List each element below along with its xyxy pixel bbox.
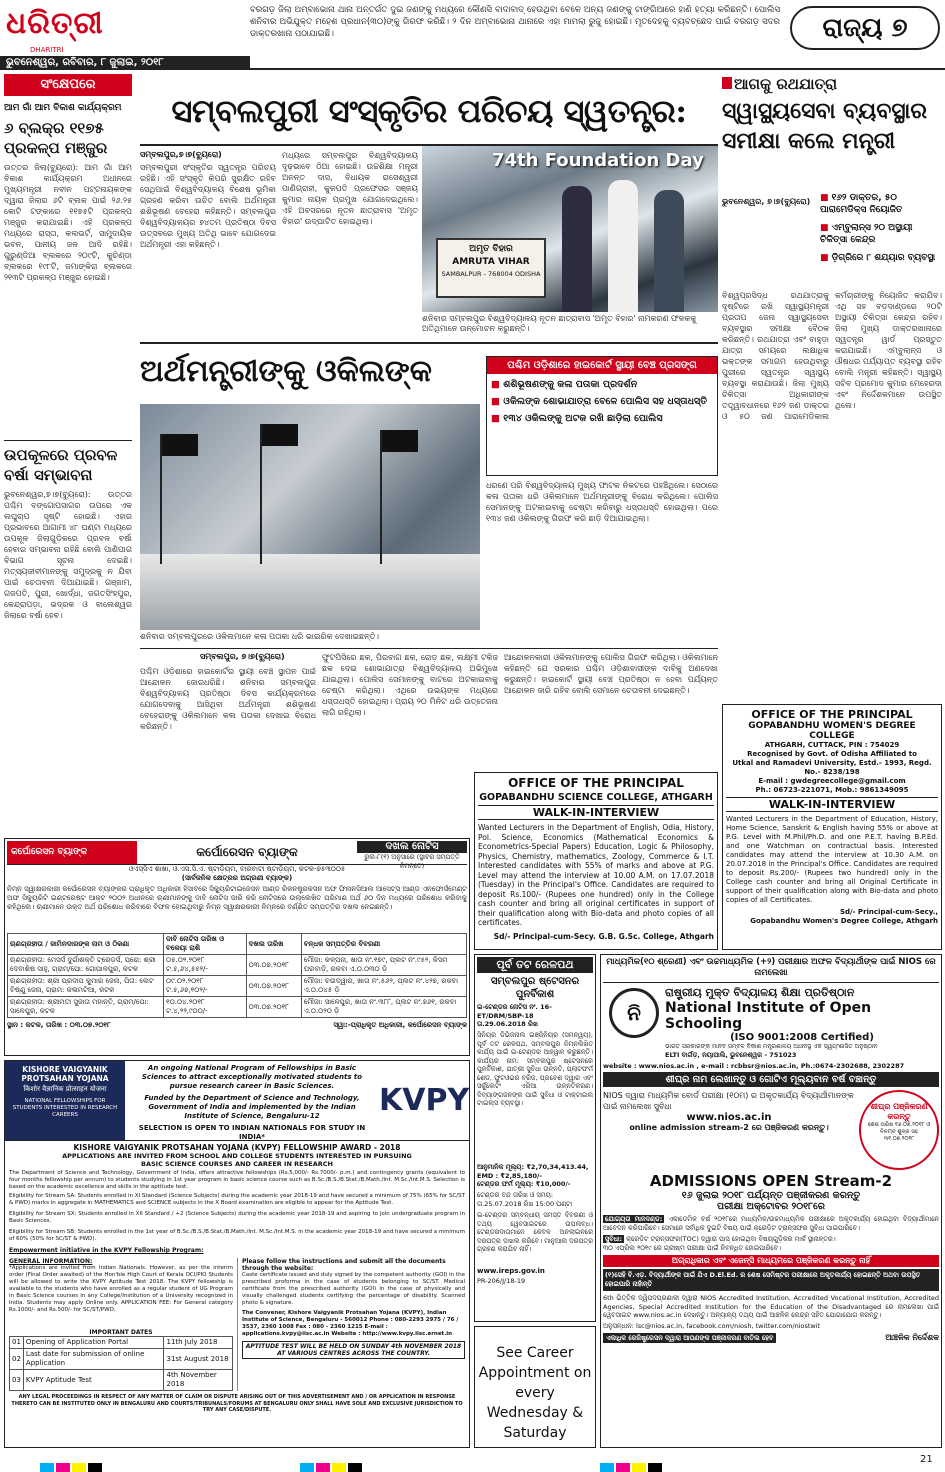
photo-banner-text: 74th Foundation Day bbox=[492, 150, 704, 171]
ad-women-sign: Sd/- Principal-cum-Secy., bbox=[839, 908, 938, 916]
brief2-body: ଭୁବନେଶ୍ୱର,୭।୭(ବ୍ୟୁରୋ): ଉତ୍ତର ପଶ୍ଚିମ ବଙ୍ଗୋପସାଗର ଉପରେ ଏକ ଲଘୁଚାପ ସୃଷ୍ଟି ହୋଇଛି। ଏହାର ପ୍ରଭାବରେ ଆଗାମୀ ୪୮ ଘଣ୍ଟା ମଧ୍ୟରେ ଉପକୂଳ ଜିଲାଗୁଡ଼ିକରେ ପ୍ରବଳ ବର୍ଷା ହେବାର ସମ୍ଭାବନା ରହିଛି ବୋଲି ପାଣିପାଗ ବିଭାଗ ସୂଚନା ଦେଇଛି। ମତ୍ସ୍ୟଜୀବୀମାନଙ୍କୁ ସମୁଦ୍ରକୁ ନ ଯିବା ପାଇଁ ଚେତାବନୀ ଦିଆଯାଇଛି। ଗଞ୍ଜାମ, ଗଜପତି, ପୁରୀ, ଖୋର୍ଦ୍ଧା, ଜଗତସିଂହପୁର, କେନ୍ଦ୍ରାପଡ଼ା, ଭଦ୍ରକ ଓ ବାଲେଶ୍ୱର ଜିଲାରେ ବର୍ଷା ହେବ। bbox=[4, 490, 132, 620]
kvpy-headline-3: BASIC SCIENCE COURSES AND CAREER IN RESEARCH bbox=[140, 1160, 333, 1168]
table-cell: 01 bbox=[10, 1337, 24, 1349]
story2-bullet: ■ ୧୩୪ ଓକିଲଙ୍କୁ ଅଟକ ରଖି ଛାଡ଼ିଲା ପୋଲିସ bbox=[491, 412, 713, 425]
right-bullet: ■ ଡ଼ିଗ୍ରିରେ ୮ ଶଯ୍ୟାର ବ୍ୟବସ୍ଥା bbox=[820, 252, 942, 264]
table-cell: ୦୯.୦୨.୨୦୧୮ ଟ.୫,୬୭,୧୦୨/- bbox=[164, 976, 247, 997]
bank-notice-sub: ରୁଲ-୮(୧) ଅନୁସାରେ (ସ୍ଥାବର ସମ୍ପତ୍ତି ନିମନ୍ତେ) bbox=[364, 853, 460, 870]
plaque-place: SAMBALPUR - 768004 ODISHA bbox=[441, 270, 541, 278]
story2-caption: ଶନିବାର ସମ୍ବଲପୁରରେ ଓକିଲମାନେ କଳା ପତାକା ଧରି ଭାଇରିକ ଦେଖାଇଛନ୍ତି। bbox=[140, 632, 379, 641]
rail-head-2: ସମ୍ବଲପୁର ଷ୍ଟେସନର ପୁନର୍ବିକାଶ bbox=[490, 976, 580, 1000]
nios-benefit-text: କ୍ରେଡ଼ିଟ ଟ୍ରାନ୍ସଫର(TOC) ଦ୍ୱାରା ପାସ୍ ହୋଇଥିବା ବିଷୟଗୁଡ଼ିକର ମାର୍କ ସ୍ଥାନାନ୍ତର। bbox=[626, 1235, 836, 1243]
kvpy-right-info bbox=[237, 1258, 465, 1391]
table-cell: ଋଣଗ୍ରହୀତା: ଶ୍ରୀ ପ୍ରଦୀପ କୁମାର ଜେନା, ପିତା: ଲେଟ ବିଷ୍ଣୁ ଜେନା, ଗ୍ରାମ: କଳାମଟିଆ, କଟକ bbox=[8, 976, 164, 997]
color-swatches-right bbox=[600, 1458, 664, 1472]
table-cell: ୦୩.୦୭.୨୦୧୮ bbox=[246, 955, 301, 976]
kvpy-dates-table bbox=[9, 1336, 233, 1391]
story1-col1: ସମ୍ବଲପୁରୀ ସଂସ୍କୃତିର ସ୍ୱତନ୍ତ୍ର ପରିଚୟ ରହିଛି। ଏହି ସଂସ୍କୃତି କିପରି ସୁରକ୍ଷିତ ରହିବ ସେଥିପାଇଁ ବିଶ୍ୱବିଦ୍ୟାଳୟ ବିଶେଷ ଭୂମିକା ଗ୍ରହଣ କରିବା ଉଚିତ ବୋଲି ଅର୍ଥମନ୍ତ୍ରୀ ଶଶିଭୂଷଣ ବେହେରା କହିଛନ୍ତି। ସମ୍ବଲପୁର ବିଶ୍ୱବିଦ୍ୟାଳୟର ୭୪ତମ ପ୍ରତିଷ୍ଠା ଦିବସ ଉତ୍ସବରେ ମୁଖ୍ୟ ଅତିଥି ଭାବେ ଯୋଗଦେଇ ଅର୍ଥମନ୍ତ୍ରୀ ଏହା କହିଛନ୍ତି। bbox=[140, 163, 276, 249]
right-bullet: ■ ଏମ୍ବୁଲାନ୍ସ ୨୦ ଅସ୍ଥାୟୀ ଚିକିତ୍ସା କେନ୍ଦ୍ର bbox=[820, 222, 942, 246]
nios-org-odia: ରାଷ୍ଟ୍ରୀୟ ମୁକ୍ତ ବିଦ୍ୟାଳୟ ଶିକ୍ଷା ପ୍ରତିଷ୍ଠାନ bbox=[665, 986, 855, 999]
nios-agency-warning: ଅଗ୍ରାଧିକାର ଏବଂ ଏଜେନ୍ସି ମାଧ୍ୟମରେ ପଞ୍ଜିକରଣ କରନ୍ତୁ ନାହିଁ bbox=[603, 1255, 939, 1267]
nios-director: ଆଞ୍ଚଳିକ ନିର୍ଦ୍ଦେଶକ bbox=[885, 1332, 939, 1342]
story2-bullet: ■ ଶଶିଭୂଷଣଙ୍କୁ କଳା ପତାକା ପ୍ରଦର୍ଶନ bbox=[491, 378, 713, 391]
nios-stamp-title: ଶୀଘ୍ର ପଞ୍ଜିକରଣ କରନ୍ତୁ bbox=[870, 1102, 928, 1121]
rail-emd: EMD : ₹2,85,180/- bbox=[477, 1172, 543, 1180]
story1-headline: ସମ୍ବଲପୁରୀ ସଂସ୍କୃତିର ପରିଚୟ ସ୍ୱତନ୍ତ୍ର: bbox=[171, 92, 687, 130]
nios-top: ମାଧ୍ୟମିକ(୧୦ ଶ୍ରେଣୀ) ଏବଂ ଉଚ୍ଚମାଧ୍ୟମିକ (+୨) ପରୀକ୍ଷାର ଅଫଳ ବିଦ୍ୟାର୍ଥୀଙ୍କ ପାଇଁ NIOS ରେ ନାମଲେଖା bbox=[606, 957, 936, 978]
black-flag bbox=[262, 424, 298, 446]
nios-benefit bbox=[603, 1235, 939, 1244]
ad-science-subtitle: GOPABANDHU SCIENCE COLLEGE, ATHGARH bbox=[479, 792, 713, 803]
nios-eligibility-text: ଏକାଡେମିକ ବର୍ଷ ୨୦୧୮ରେ ମାଧ୍ୟମିକ/ଉଚ୍ଚମାଧ୍ୟମିକ ପରୀକ୍ଷାରେ ଅକୃତକାର୍ଯ୍ୟ ହୋଇଥିବା ବିଦ୍ୟାର୍ଥୀମାନେ ଆବେଦନ କରିପାରିବେ। ସେମାନେ ସର୍ବାଧିକ ଦୁଇଟି ବିଷୟ ପାଇଁ କ୍ରେଡ଼ିଟ ଟ୍ରାନ୍ସଫର ସୁବିଧା ପାଇପାରିବେ। bbox=[603, 1215, 939, 1232]
story2-sidebox bbox=[486, 356, 718, 476]
brief1-headline: ୬ ବ୍ଲକ୍‌ର ୧୧୭୫ ପ୍ରକଳ୍ପ ମଞ୍ଜୁର bbox=[4, 119, 108, 157]
story2-dateline: ସମ୍ବଲପୁର, ୭।୭(ବ୍ୟୁରୋ) bbox=[200, 652, 285, 661]
top-news-brief: ବରଗଡ଼ ଜିଲା ଅମ୍ବାଭୋନା ଥାନା ଅନ୍ତର୍ଗତ ଦୁଇ ଜଣଙ୍କୁ ମଧ୍ୟରେ କୌଣସି ବାଦାବାଦ୍ ହେଉଥିବା ବେଳେ ଅନ୍ୟ ଜଣଙ୍କୁ ଟାଙ୍ଗିଆରେ ହାଣି ହତ୍ୟା କରିଛନ୍ତି। ପୋଲିସ ଶନିବାର ଅଭିଯୁକ୍ତ ମହେଶ ପ୍ରଧାନ(୩୦)ଙ୍କୁ ଗିରଫ କରିଛି। ୨ ଦିନ ଅମ୍ବାଭୋନା ଥାନାରେ ଏହା ମାମଲା ରୁଜୁ ହୋଇଛି। ମୃତଦେହକୁ ବ୍ୟବଚ୍ଛେଦ ପାଇଁ ବରଗଡ଼ ସଦର ଡାକ୍ତରଖାନା ପଠାଯାଇଛି। bbox=[250, 5, 780, 39]
plaque bbox=[436, 238, 546, 298]
kvpy-tagline bbox=[125, 1061, 379, 1140]
bank-branch: ଓଏସ୍‌ସିଏ ଶାଖା, ଓ.ଏସ.ସି.ଏ. ଷ୍ଟାଡ଼ିୟମ, ବାରବାଟୀ ଷ୍ଟାଡ଼ିୟମ, କଟକ-୭୫୩୦୦୫ bbox=[128, 865, 346, 873]
section-label: ରାଜ୍ୟ ୭ bbox=[790, 6, 940, 50]
story2-side-body: ଧରଣେ ପରି ବିଶ୍ୱବିଦ୍ୟାଳୟ ମୁଖ୍ୟ ଫାଟକ ନିକଟରେ ପହଞ୍ଚିଥିଲେ। ସେଠାରେ କଳା ପତାକା ଧରି ଓକିଲମାନେ ଅର୍ଥମନ୍ତ୍ରୀଙ୍କୁ ବିରୋଧ କରିଥିଲେ। ପୋଲିସ ସେମାନଙ୍କୁ ଅଟକାଇବାକୁ ଚେଷ୍ଟା କରିବାରୁ ଧସ୍ତାଧସ୍ତି ହୋଇଥିଲା। ପରେ ୧୩୪ ଜଣ ଓକିଲଙ୍କୁ ଗିରଫ କରି ଛାଡ଼ି ଦିଆଯାଇଥିଲା। bbox=[486, 481, 718, 523]
dateline: ଭୁବନେଶ୍ୱର, ରବିବାର, ୮ ଜୁଲାଇ, ୨୦୧୮ bbox=[0, 56, 250, 70]
table-cell: ମୌଜା: ସାଳେପୁର, ଖାତା ନଂ.୩୮୮, ପ୍ଲଟ ନଂ.୭୬୧, ରକବା ଏ.୦.୦୨୦ ଡ଼ି bbox=[301, 997, 466, 1018]
ad-science-sign: Sd/- Principal-cum-Secy. G.B. G.Sc. College, Athgarh bbox=[493, 931, 714, 941]
right-headline: ସ୍ୱାସ୍ଥ୍ୟସେବା ବ୍ୟବସ୍ଥାର ସମୀକ୍ଷା କଲେ ମନ୍ତ୍ରୀ bbox=[722, 98, 928, 154]
bank-sub: (ସାର୍ବଜନିକ କ୍ଷେତ୍ରର ଅଗ୍ରଣୀ ବ୍ୟାଙ୍କ) bbox=[181, 874, 293, 882]
table-header: ଦଖଲ ତାରିଖ bbox=[246, 934, 301, 955]
ad-women-sign: Gopabandhu Women's Degree College, Athgarh bbox=[750, 917, 938, 925]
story2-col1: ପଶ୍ଚିମ ଓଡ଼ିଶାରେ ହାଇକୋର୍ଟର ସ୍ଥାୟୀ ବେଞ୍ଚ ସ୍ଥାପନ ପାଇଁ ଆନ୍ଦୋଳନ ଜୋରଧରିଛି। ଶନିବାର ସମ୍ବଲପୁର ବିଶ୍ୱବିଦ୍ୟାଳୟ ପ୍ରତିଷ୍ଠା ଦିବସ କାର୍ଯ୍ୟକ୍ରମରେ ଯୋଗଦେବାକୁ ଆସିଥିବା ଅର୍ଥମନ୍ତ୍ରୀ ଶଶିଭୂଷଣ ବେହେରାଙ୍କୁ ଓକିଲମାନେ କଳା ପତାକା ଦେଖାଇ ବିରୋଧ କରିଛନ୍ତି। bbox=[140, 667, 316, 731]
kvpy-address: The Convener, Kishore Vaigyanik Protsahan Yojana (KVPY), Indian Institute of Science, Bengaluru - 560012 Phone : 080-2293 2975 / 76 / 3537, 2360 1008 Fax : 080 - 2360 1215 E-mail : applications.kvpy@iisc.ac.in Website : http://www.kvpy.iisc.ernet.in bbox=[242, 1310, 459, 1337]
kvpy-general-info bbox=[9, 1258, 237, 1391]
story1-dateline: ସମ୍ବଲପୁର,୭।୭(ବ୍ୟୁରୋ) bbox=[140, 150, 222, 159]
kvpy-tagline-2: Funded by the Department of Science and Technology, Government of India and implemented by the Indian Institute of Science, Bengaluru-12 bbox=[144, 1094, 360, 1120]
nios-deadline: ୧୬ ଜୁଲାଇ ୨୦୧୮ ପର୍ଯ୍ୟନ୍ତ ପଞ୍ଜୀକରଣ କରନ୍ତୁ bbox=[681, 1190, 861, 1201]
table-cell: ମୌଜା: ଚଉଦ୍ୱାର, ଖାତା ନଂ.୫୬୨, ପ୍ଲଟ ନଂ.୪୨୭, ରକବା ଏ.୦.୦୪୫ ଡ଼ି bbox=[301, 976, 466, 997]
bank-body: ନିମ୍ନ ସ୍ୱାକ୍ଷରକାରୀ କର୍ପୋରେସନ ବ୍ୟାଙ୍କର ପ୍ରାଧିକୃତ ଅଧିକାରୀ ହିସାବରେ ସିକ୍ୟୁରିଟାଇଜେସନ ଆଣ୍ଡ ରିକନଷ୍ଟ୍ରକସନ ଅଫ ଫିନାନସିଆଲ ଆସେଟ୍‌ସ ଆଣ୍ଡ ଏନଫୋର୍ସମେଣ୍ଟ ଅଫ ସିକ୍ୟୁରିଟି ଇଣ୍ଟରେଷ୍ଟ ଆକ୍ଟ ୨୦୦୨ ଅଧୀନରେ ଋଣୀମାନଙ୍କୁ ଦାବି ନୋଟିସ ଜାରି କରି ନୋଟିସରେ ଉଲ୍ଲେଖିତ ପରିମାଣ ଅର୍ଥ ୬୦ ଦିନ ମଧ୍ୟରେ ପରିଶୋଧ କରିବାକୁ କହିଥିଲେ। ଋଣୀମାନେ ଉକ୍ତ ଅର୍ଥ ପରିଶୋଧ କରିବାରେ ବିଫଳ ହୋଇଥିବାରୁ ନିମ୍ନ ସ୍ୱାକ୍ଷରକାରୀ ନିମ୍ନରେ ବର୍ଣ୍ଣିତ ସମ୍ପତ୍ତିର ଦଖଲ ନେଇଛନ୍ତି। bbox=[7, 885, 467, 911]
rail-date: ତା.29.06.2018 ରିଖ bbox=[477, 1020, 538, 1028]
ad-women-subtitle: GOPABANDHU WOMEN'S DEGREE COLLEGE bbox=[748, 721, 916, 741]
kvpy-logo-line: PROTSAHAN YOJANA bbox=[21, 1074, 109, 1083]
rail-pr: PR-206/J/18-19 bbox=[477, 1277, 526, 1285]
rail-cost: ଆନୁମାନିକ ମୂଲ୍ୟ: ₹2,70,34,413.44, bbox=[477, 1163, 589, 1171]
kvpy-gi-body: *Applications are invited from Indian Nationals. However, as per the interim order (Final Order awaited) of the Hon'ble High Court of Kerala OCI/PIO Students will be allowed to write the KVPY Aptitude Test 2018. The KVPY fellowship is available to the students who have enrolled as a regular student of UG Program in Basic Science courses in any College/Institution of a University recognized in India. Students may apply Online only. APPLICATION FEE: For General category Rs.1000/- and Rs.500/- for SC/ST/PWD. bbox=[9, 1265, 233, 1313]
kvpy-headline: KISHORE VAIGYANIK PROTSAHAN YOJANA (KVPY) FELLOWSHIP AWARD - 2018 bbox=[73, 1143, 401, 1152]
nios-mid: NIOS ଦ୍ୱାରା ମାଧ୍ୟମିକ ବୋର୍ଡ ପରୀକ୍ଷା (୧୦ମ) ର ଅକୃତକାର୍ଯ୍ୟ ବିଦ୍ୟାର୍ଥୀମାନଙ୍କ ପାଇଁ ନାମଲେଖା ସୁବିଧା bbox=[603, 1091, 854, 1111]
dharitri-logo: ଧରିତ୍ରୀ bbox=[6, 6, 104, 41]
nios-banner: ଶୀଘ୍ର ନାମ ଲେଖାନ୍ତୁ ଓ ଗୋଟିଏ ମୂଲ୍ୟବାନ ବର୍ଷ ବଞ୍ଚାନ୍ତୁ bbox=[603, 1072, 939, 1087]
story2-col2: ଫୁଟପିସିରେ ଛକ, ପିରବାଗ ଛକ, ରୋଡ଼ ଛକ, ଲକ୍ଷ୍ମୀ ଟକିଜ ଛକ ଦେଇ ଶୋଭାଯାତ୍ରା ବିଶ୍ୱବିଦ୍ୟାଳୟ ଅଭିମୁଖେ ଯାଇଥିଲା। ପୋଲିସ ସେମାନଙ୍କୁ ବାଟରେ ଅଟକାଇବାକୁ ଚେଷ୍ଟା କରିଥିଲା। ଏଥିରେ ଉଭୟଙ୍କ ମଧ୍ୟରେ ଧସ୍ତାଧସ୍ତି ହୋଇଥିଲା। ପ୍ରାୟ ୨୦ ମିନିଟ ଧରି ଉତ୍ତେଜନା ଲାଗି ରହିଥିଲା। bbox=[322, 653, 498, 717]
sidebar-briefs bbox=[4, 74, 132, 836]
page-number: 21 bbox=[920, 1454, 933, 1465]
rail-website: www.ireps.gov.in bbox=[477, 1267, 545, 1275]
nios-bottom: ଏକାଧିକ ରେଜିଷ୍ଟ୍ରେସନ ଦ୍ୱାରା ଆପଣଙ୍କ ପଞ୍ଜୀକରଣ ବାତିଲ ହେବ bbox=[603, 1333, 776, 1343]
nios-eligibility bbox=[603, 1215, 939, 1232]
table-cell: ମୌଜା: କଳ୍ପନା, ଖାତା ନଂ.୧୭୯, ପ୍ଲଟ ନଂ.୯୫୨, କିସମ ଘରବାଡ଼ି, ରକବା ଏ.୦.୦୩୦ ଡ଼ି bbox=[301, 955, 466, 976]
nios-stamp-body: ଶେଷ ତାରିଖ ୧୬.୦୭.୨୦୧୮ ଓ ବିଳମ୍ବ ଶୁଳ୍କ ସହ ୩୧.୦୭.୨୦୧୮ bbox=[867, 1122, 931, 1142]
brief1-kicker: ଆମ ଗାଁ ଆମ ବିକାଶ କାର୍ଯ୍ୟକ୍ରମ bbox=[4, 103, 122, 113]
table-cell: ୧୦.୦୪.୨୦୧୮ ଟ.୪,୨୨,୯୦୦/- bbox=[164, 997, 247, 1018]
story1-photo bbox=[422, 146, 718, 312]
ad-women-place: ATHGARH, CUTTACK, PIN : 754029 bbox=[764, 741, 900, 749]
ad-women-banner: WALK-IN-INTERVIEW bbox=[726, 797, 938, 812]
ad-women-phone: Ph.: 06723-221071, Mob.: 9861349095 bbox=[755, 786, 909, 794]
bank-logo-en: Corporation Bank bbox=[11, 869, 100, 879]
ad-science-body: Wanted Lecturers in the Department of English, Odia, History, Pol. Science, Economics (Mathematical Economics & Econometrics-Special Papers) Education, Logic & Philosophy, Physics, Chemistry, mathematics, Zoology, Commerce & I.T. Interested candidates with 55% of marks and above at P.G. Level may attend the interview at 10.00 A.M. on 17.07.2018 (Tuesday) in the Principal's Office. Candidates are required to deposit Rs.100/- (Rupees one hundred) only in the College cash counter and bring all original certificates in support of their qualification along with Bio-data and photo copies of all certificates. bbox=[478, 823, 714, 927]
kvpy-right-title: Please follow the instructions and submit all the documents through the website: bbox=[242, 1258, 446, 1272]
story2-side-head: ପଶ୍ଚିମ ଓଡ଼ିଶାରେ ହାଇକୋର୍ଟ ସ୍ଥାୟୀ ବେଞ୍ଚ ପ୍ରସଙ୍ଗ bbox=[487, 357, 717, 374]
masthead bbox=[0, 0, 945, 70]
kvpy-empower: Empowerment initiative in the KVPY Fellowship Program: bbox=[9, 1247, 204, 1254]
table-cell: Opening of Application Portal bbox=[23, 1337, 164, 1349]
nios-contact: ଅନୁସନ୍ଧାନ: lsc@nios.ac.in, facebook.com/niosh, twitter.com/niostwit bbox=[603, 1321, 821, 1330]
nios-stamp bbox=[859, 1090, 939, 1170]
nios-eligibility-label: ଯୋଗ୍ୟତା ମାନଦଣ୍ଡ: bbox=[605, 1215, 663, 1223]
ad-women-email: E-mail : gwdegreecollege@gmail.com bbox=[758, 777, 906, 785]
black-flag bbox=[382, 430, 418, 452]
table-cell: 4th November 2018 bbox=[164, 1370, 233, 1391]
right-kicker-text: ଆଗକୁ ରଥଯାତ୍ରା bbox=[734, 75, 838, 93]
brief2-headline: ଉପକୂଳରେ ପ୍ରବଳ ବର୍ଷା ସମ୍ଭାବନା bbox=[4, 440, 132, 485]
nios-org-en: National Institute of Open Schooling bbox=[665, 1000, 872, 1032]
nios-footer-body: 6th ଭିତ୍ତିକ ଦ୍ୱିପଦପ୍ରଣାଳୀ ଦ୍ୱାରା NIOS Accredited Institution, Accredited Vocational Institution, Accredited Agencies, Special Accredited Institution for the Education of the Disadvantaged ରେ ନାମଲେଖା ପାଇଁ ୱେବସାଇଟ www.nios.ac.in ଦେଖନ୍ତୁ। ଅନ୍ୟାନ୍ୟ ତଥ୍ୟ ପାଇଁ ଆଞ୍ଚଳିକ କେନ୍ଦ୍ର ସହିତ ଯୋଗାଯୋଗ କରନ୍ତୁ। bbox=[603, 1294, 939, 1319]
table-cell: 02 bbox=[10, 1349, 24, 1370]
ad-womens-college bbox=[722, 704, 942, 950]
plaque-odia: ଅମୃତ ବିହାର bbox=[469, 244, 513, 254]
logo-subtitle: DHARITRI bbox=[30, 46, 64, 54]
brief1-body: ଉତ୍ତର ଜିଲା(ବ୍ୟୁରୋ): ଆମ ଗାଁ ଆମ ବିକାଶ କାର୍ଯ୍ୟକ୍ରମ ଅଧୀନରେ ମୁଖ୍ୟମନ୍ତ୍ରୀ ନବୀନ ପଟ୍ଟନାୟକଙ୍କ ଦ୍ୱାରା ଜିଲାର ୬ଟି ବ୍ଲକ ପାଇଁ ୨୬.୨୫ କୋଟି ଟଙ୍କାରେ ୧୧୭୫ଟି ପ୍ରକଳ୍ପ ମଞ୍ଜୁର କରାଯାଇଛି। ଏହି ପ୍ରକଳ୍ପ ମଧ୍ୟରେ ରାସ୍ତା, କଲଭର୍ଟ, ସାମୁଦାୟିକ ଭବନ, ପାନୀୟ ଜଳ ଆଦି ରହିଛି। ଗୁରୁଣ୍ଡିଆ ବ୍ଲକରେ ୨୦୯ଟି, କୁଚିଣ୍ଡା ବ୍ଲକରେ ୧୯୮ଟି, ଜମାଙ୍କିରା ବ୍ଲକରେ ୨୧୩ଟି ପ୍ରକଳ୍ପ ମଞ୍ଜୁର ହୋଇଛି। bbox=[4, 163, 132, 282]
kvpy-right-body: Caste certificate issued and duly signed by the competent authority (GOI) in the prescribed proforma in the case of students belonging to SC/ST. Medical certificate from the prescribed authority (GOI) in the case of physically and visually challenged students certifying the percentage of disability. Scanned photo & signature. bbox=[242, 1272, 465, 1306]
kvpy-tagline-1: An ongoing National Program of Fellowships in Basic Sciences to attract exceptionally motivated students to pursue research career in Basic Sciences. bbox=[141, 1064, 363, 1090]
kvpy-logo-line: KISHORE VAIGYANIK bbox=[22, 1065, 108, 1074]
kvpy-intro: The Department of Science and Technology, Government of India, offers attractive fellowships (Rs.5,000/- Rs.7000/- p.m.) and contingency grants (equivalent to four months fellowship per annum) to students studying in 1st year program in basic science course such as B.Sc./B.S./B.Stat./B.Math./Int. M.Sc./Int.M.S. Selection is based on the academic excellence and skills in the aptitude test. bbox=[9, 1170, 465, 1190]
kvpy-stream-sa: Eligibility for Stream SA: Students enrolled in XI Standard (Science Subjects) during the academic year 2018-19 and have secured a minimum of 75% (65% for SC/ST & PWD) marks in aggregate in MATHEMATICS and SCIENCE subjects in the X Board examination are eligible to appear for the Aptitude Test. bbox=[9, 1193, 465, 1206]
nios-logo-icon: ନି bbox=[609, 988, 659, 1038]
ad-women-body: Wanted Lecturers in the Department of Education, History, Home Science, Sanskrit & English having 55% or above at P.G. Level with M.Phil/Ph.D. and one P.E.T. having B.P.Ed. and one Watchman on contractual basis. Interested candidates may attend the interview at 10.30 A.M. on 20.07.2018 in the Principal's Office. Candidates are required to deposit Rs.200/- (Rupees two hundred) only in the College cash counter and bring all Original Certificate in support of their qualification along with Bio-data and photo copies of all Certificates. bbox=[726, 815, 938, 904]
table-row bbox=[10, 1370, 233, 1391]
kvpy-logo-hindi: किशोर वैज्ञानिक प्रोत्साहन योजना bbox=[23, 1085, 107, 1093]
table-row bbox=[10, 1349, 233, 1370]
bank-logo bbox=[7, 841, 137, 879]
ad-science-title: OFFICE OF THE PRINCIPAL bbox=[508, 776, 684, 790]
nios-reg: ୩୦ ଏପ୍ରିଲ ୨୦୧୯ ରେ ଗ୍ରୀଷ୍ମ ପରୀକ୍ଷା ପାଇଁ ନିବନ୍ଧିତ ହୋଇପାରିବେ। bbox=[603, 1243, 782, 1252]
rail-body: ସିନିୟର ଡିଭିଜନାଲ ଇଞ୍ଜିନିୟର (ସମନ୍ୱୟ), ପୂର୍ବ ତଟ ରେଳପଥ, ସମ୍ବଲପୁର ନିମ୍ନଲିଖିତ କାର୍ଯ୍ୟ ପାଇଁ ଇ-ଟେଣ୍ଡର ଆହ୍ୱାନ କରୁଛନ୍ତି। କାର୍ଯ୍ୟର ନାମ: ସମ୍ବଲପୁର ଷ୍ଟେସନରେ ପୁନର୍ବିକାଶ, ଯାତ୍ରୀ ସୁବିଧା ଉନ୍ନତି, ପ୍ଲାଟଫର୍ମ ଶେଡ, ଫୁଟଓଭର ବ୍ରିଜ, ପ୍ରବେଶ ଦ୍ୱାର ଏବଂ ସର୍କୁଲେଟିଂ ଏରିଆ ଉନ୍ନତିକରଣ। ଦିବ୍ୟାଙ୍ଗଜନଙ୍କ ପାଇଁ ସୁବିଧା ଓ ଟାକ୍ଟାଇଲ ଟାଇଲ୍ସ ବ୍ୟବସ୍ଥା। bbox=[477, 1031, 593, 1107]
nios-online: online admission stream-2 ରେ ପଞ୍ଜିକରଣ କରନ୍ତୁ। bbox=[629, 1123, 829, 1132]
person-silhouette bbox=[562, 186, 592, 312]
table-cell: ୦୩.୦୭.୨୦୧୮ bbox=[246, 997, 301, 1018]
kvpy-dates-title: IMPORTANT DATES bbox=[89, 1329, 153, 1336]
rail-tender-no: ଇ-ଟେଣ୍ଡର ନୋଟିସ ନଂ. 16-ET/DRM/SBP-18 bbox=[477, 1003, 552, 1020]
table-cell: 11th July 2018 bbox=[164, 1337, 233, 1349]
divider bbox=[140, 342, 718, 344]
nios-site: www.nios.ac.in bbox=[686, 1112, 772, 1123]
nios-admissions: ADMISSIONS OPEN Stream-2 bbox=[649, 1172, 893, 1190]
kvpy-stream-sb: Eligibility for Stream SB: Students enrolled in the 1st year of B.Sc./B.S./B.Stat./B.Math./Int. M.Sc./Int.M.S. in the academic year 2018-19 and have secured a minimum of 60% (50% for SC/ST & PWD). bbox=[9, 1229, 465, 1242]
kvpy-stream-sx: Eligibility for Stream SX: Students enrolled in XII Standard / +2 (Science Subjects) during the academic year 2018-19 and aspiring to join undergraduate program in Basic Sciences. bbox=[9, 1211, 465, 1224]
table-header: ବନ୍ଧକ ସମ୍ପତ୍ତିର ବିବରଣୀ bbox=[301, 934, 466, 955]
kvpy-headline-2: APPLICATIONS ARE INVITED FROM SCHOOL AND COLLEGE STUDENTS INTERESTED IN PURSUING bbox=[62, 1152, 412, 1160]
bank-sign: ସ୍ୱା:-ପ୍ରାଧିକୃତ ଅଧିକାରୀ, କର୍ପୋରେସନ ବ୍ୟାଙ୍କ bbox=[333, 1021, 467, 1029]
bank-notice bbox=[357, 841, 467, 870]
kvpy-gi-title: GENERAL INFORMATION: bbox=[9, 1258, 93, 1265]
bank-table bbox=[7, 933, 467, 1018]
bank-logo-odia: କର୍ପୋରେସନ ବ୍ୟାଙ୍କ bbox=[11, 847, 88, 857]
rail-close: ଟେଣ୍ଡର ବନ୍ଦ ତାରିଖ ଓ ସମୟ: ତା.25.07.2018 ରିଖ 15:00 ଘଣ୍ଟା bbox=[477, 1191, 573, 1208]
kvpy-logo bbox=[5, 1061, 125, 1140]
table-cell: 31st August 2018 bbox=[164, 1349, 233, 1370]
story2-photo bbox=[140, 404, 480, 630]
ad-corporation-bank bbox=[4, 838, 470, 1056]
kvpy-headline-block bbox=[5, 1141, 469, 1170]
table-row bbox=[8, 955, 467, 976]
divider bbox=[140, 648, 718, 649]
table-cell: ଋଣଗ୍ରହୀତା: ଶ୍ରୀମତୀ ସୁଜାତା ମହାନ୍ତି, ଗ୍ରାମ/ପୋ: ସାଳେପୁର, କଟକ bbox=[8, 997, 164, 1018]
kicker-square bbox=[722, 77, 732, 89]
plaque-en: AMRUTA VIHAR bbox=[452, 257, 530, 267]
ad-kvpy bbox=[4, 1060, 470, 1448]
table-cell: ଋଣଗ୍ରହୀତା: ମେସର୍ସ ଦୁର୍ଗାଶକ୍ତି ଟ୍ରେଡ଼ର୍ସ, ପ୍ରୋ: ଶ୍ରୀ ଦେବାଶିଷ ସାହୁ, ଗ୍ରାମ/ପୋ: ଗୋପାଳପୁର, କଟକ bbox=[8, 955, 164, 976]
table-cell: ୦୩.୦୭.୨୦୧୮ bbox=[246, 976, 301, 997]
sidebar-header: ସଂକ୍ଷେପରେ bbox=[4, 74, 132, 96]
color-swatches-left bbox=[40, 1458, 104, 1472]
person-silhouette bbox=[654, 190, 684, 312]
right-kicker bbox=[722, 74, 942, 94]
table-cell: ୦୫.୦୨.୨୦୧୮ ଟ.୫,୬୪,୫୫୨/- bbox=[164, 955, 247, 976]
print-registration-bar bbox=[0, 1452, 945, 1472]
right-bullet: ■ ୧୬୨ ଡାକ୍ତର, ୫୦ ପାରାମେଡିକ୍ସ ନିୟୋଜିତ bbox=[820, 192, 942, 216]
table-header-row bbox=[8, 934, 467, 955]
nios-address: ELTI ବାର୍ଗଡ଼, ନୟାପାଲି, ଭୁବନେଶ୍ୱର - 751023 bbox=[665, 1051, 797, 1059]
story1-col2: ମଧ୍ୟରେ ସମ୍ବଲପୁର ବିଶ୍ୱବିଦ୍ୟାଳୟ ଦୃଢ଼ଭାବେ ଠିଆ ହୋଇଛି। ଉଚ୍ଚଶିକ୍ଷା ମନ୍ତ୍ରୀ ଅନନ୍ତ ଦାସ, ବିଧାୟକ ରାସେଶ୍ୱରୀ ପାଣିଗ୍ରାହୀ, କୁଳପତି ପ୍ରଫେସର ସଞ୍ଜୟ କୁମାର ନାୟକ ପ୍ରମୁଖ ଯୋଗଦେଇଥିଲେ। ଏହି ଅବସରରେ ନୂତନ ଛାତ୍ରାବାସ 'ଅମୃତ ବିହାର' ଉଦ୍‌ଘାଟିତ ହୋଇଥିଲା। bbox=[282, 151, 418, 226]
ad-railway bbox=[474, 954, 596, 1322]
kvpy-logo-tagline: NATIONAL FELLOWSHIPS FOR STUDENTS INTERESTED IN RESEARCH CAREERS bbox=[12, 1098, 118, 1118]
nios-dled: (୧)ସେହି ବି.ଏଡ଼. ବିଦ୍ୟାର୍ଥୀଙ୍କ ପାଇଁ ଯିଏ D.El.Ed. ର ଶେଷ ସେମିଷ୍ଟର ପରୀକ୍ଷାରେ ଅକୃତକାର୍ଯ୍ୟ ହୋଇଛନ୍ତି ଅଥବା ଉପସ୍ଥିତ ହୋଇପାରି ନାହାଁନ୍ତି bbox=[603, 1269, 939, 1291]
kvpy-legal: ANY LEGAL PROCEEDINGS IN RESPECT OF ANY MATTER OF CLAIM OR DISPUTE ARISING OUT OF THIS ADVERTISEMENT AND / OR APPLICATION IN RESPONSE THERETO CAN BE INSTITUTED ONLY IN BENGALURU AND COURTS/TRIBUNALS/FORUMS AT BENGALURU ONLY SHALL HAVE SOLE AND EXCLUSIVE JURISDICTION TO TRY ANY CASE/DISPUTE. bbox=[11, 1394, 463, 1413]
table-cell: Last date for submission of online Application bbox=[23, 1349, 164, 1370]
rail-note: ଇ-ଟେଣ୍ଡର ସମ୍ବନ୍ଧୀୟ ସମସ୍ତ ବିବରଣୀ ଓ ତଥ୍ୟ ୱେବସାଇଟରେ ଉପଲବ୍ଧ। ଟେଣ୍ଡରଦାତାମାନେ କେବଳ ଅନଲାଇନରେ ଦରପତ୍ର ଦାଖଲ କରିବେ। ମାନୁଆଲ ଦରପତ୍ର ଗ୍ରହଣ କରାଯିବ ନାହିଁ। bbox=[477, 1211, 593, 1253]
bank-notice-title: ଦଖଲ ନୋଟିସ bbox=[357, 841, 467, 853]
table-row bbox=[8, 997, 467, 1018]
ad-women-line: Recognised by Govt. of Odisha Affiliated to bbox=[747, 750, 917, 758]
ad-women-line: Utkal and Ramadevi University, Estd.- 1993, Regd. No.- 8238/198 bbox=[732, 759, 932, 776]
table-row bbox=[10, 1337, 233, 1349]
ad-nios bbox=[600, 954, 942, 1448]
color-swatches-mid bbox=[300, 1458, 364, 1472]
table-header: ଋଣଗ୍ରହୀତା / ଜାମିନଦାରଙ୍କ ନାମ ଓ ଠିକଣା bbox=[8, 934, 164, 955]
story2-col3: ଆନ୍ଦୋଳନକାରୀ ଓକିଲମାନଙ୍କୁ ପୋଲିସ ଗିରଫ କରିଥିଲା। ଓକିଲମାନେ କହିଛନ୍ତି ଯେ ସରକାର ପଶ୍ଚିମ ଓଡ଼ିଶାବାସୀଙ୍କ ଦାବିକୁ ଅଣଦେଖା କରୁଛନ୍ତି। ହାଇକୋର୍ଟ ସ୍ଥାୟୀ ବେଞ୍ଚ ପ୍ରତିଷ୍ଠା ନ ହେବା ପର୍ଯ୍ୟନ୍ତ ଆନ୍ଦୋଳନ ଜାରି ରହିବ ବୋଲି ସେମାନେ ଚେତାବନୀ ଦେଇଛନ୍ତି। bbox=[504, 653, 718, 695]
career-promo: See Career Appointment on every Wednesday & Saturday bbox=[474, 1326, 596, 1448]
story2-headline: ଅର୍ଥମନ୍ତ୍ରୀଙ୍କୁ ଓକିଲଙ୍କ bbox=[140, 354, 432, 389]
ad-science-banner: WALK-IN-INTERVIEW bbox=[478, 805, 714, 820]
nios-web: website : www.nios.ac.in , e-mail : rcbbsr@nios.ac.in, Ph.:0674-2302688, 2302287 bbox=[603, 1062, 905, 1070]
nios-ministry: ଭାରତ ସରକାରଙ୍କ ମାନବ ସମ୍ବଳ ବିକାଶ ମନ୍ତ୍ରଣାଳୟ ଅଧୀନସ୍ଥ ଏକ ସ୍ୱୟଂଶାସିତ ଅନୁଷ୍ଠାନ bbox=[665, 1043, 878, 1050]
right-dateline: ଭୁବନେଶ୍ୱର, ୭।୭(ବ୍ୟୁରୋ) bbox=[722, 197, 811, 206]
person-silhouette bbox=[608, 180, 638, 312]
crowd bbox=[140, 554, 480, 630]
rail-fee: ଟେଣ୍ଡର ଫର୍ମ ମୂଲ୍ୟ: ₹10,000/- bbox=[477, 1180, 571, 1188]
story1-caption: ଶନିବାର ସମ୍ବଲପୁର ବିଶ୍ୱବିଦ୍ୟାଳୟ ନୂତନ ଛାତ୍ରାବାସ 'ଅମୃତ ବିହାର' ନାମକରଣ ଫଳକକୁ ଅତିଥିମାନେ ଉନ୍ମୋଚନ କରୁଛନ୍ତି। bbox=[422, 314, 697, 333]
nios-iso: (ISO 9001:2008 Certified) bbox=[730, 1032, 874, 1043]
nios-exam: ପରୀକ୍ଷା ଅକ୍ଟୋବର ୨୦୧୮ରେ bbox=[716, 1201, 826, 1212]
bank-place-date: ସ୍ଥାନ : କଟକ, ତାରିଖ : ୦୩.୦୭.୨୦୧୮ bbox=[7, 1021, 111, 1029]
right-body: ବିଶ୍ୱପ୍ରସିଦ୍ଧ ରଥଯାତ୍ରାକୁ ଦୃଷ୍ଟିରେ ରଖି ସ୍ୱାସ୍ଥ୍ୟମନ୍ତ୍ରୀ ପ୍ରତାପ ଜେନା ସ୍ୱାସ୍ଥ୍ୟସେବା ବ୍ୟବସ୍ଥାର ସମୀକ୍ଷା ବୈଠକ କରିଛନ୍ତି। ରଥଯାତ୍ରା ଏବଂ ବାହୁଡ଼ା ଯାତ୍ରା ସମୟରେ ଲକ୍ଷାଧିକ ଭକ୍ତଙ୍କ ସମାଗମ ହେଉଥିବାରୁ ପୁରୀରେ ସ୍ୱତନ୍ତ୍ର ସ୍ୱାସ୍ଥ୍ୟ ବ୍ୟବସ୍ଥା କରାଯାଉଛି। ଜିଲା ମୁଖ୍ୟ ଚିକିତ୍ସା ଅଧିକାରୀଙ୍କ ତତ୍ତ୍ୱାବଧାନରେ ୧୬୨ ଜଣ ଡାକ୍ତର ଓ ୫୦ ଜଣ ପାରାମେଡିକାଲ କର୍ମଚାରୀଙ୍କୁ ନିୟୋଜିତ କରାଯିବ। ଏଥି ସହ ବଡ଼ଦାଣ୍ଡରେ ୨୦ଟି ଅସ୍ଥାୟୀ ଚିକିତ୍ସା କେନ୍ଦ୍ର ରହିବ। ଜିଲା ମୁଖ୍ୟ ଡାକ୍ତରଖାନାରେ ସ୍ୱତନ୍ତ୍ର ୱାର୍ଡ ପ୍ରସ୍ତୁତ କରାଯାଇଛି। ଏମ୍ବୁଲାନ୍ସ ଓ ଔଷଧର ପର୍ଯ୍ୟାପ୍ତ ବ୍ୟବସ୍ଥା ରହିବ ବୋଲି ମନ୍ତ୍ରୀ କହିଛନ୍ତି। ସ୍ୱାସ୍ଥ୍ୟ ସଚିବ ପ୍ରମୋଦ କୁମାର ମେହେରଦା ଏବଂ ନିର୍ଦ୍ଦେଶକମାନେ ଉପସ୍ଥିତ ଥିଲେ। bbox=[722, 291, 942, 421]
table-cell: KVPY Aptitude Test bbox=[23, 1370, 164, 1391]
ad-women-title: OFFICE OF THE PRINCIPAL bbox=[751, 708, 913, 721]
rail-head: ପୂର୍ବ ତଟ ରେଳପଥ bbox=[477, 957, 593, 973]
kvpy-big-logo: KVPY bbox=[379, 1083, 470, 1118]
kvpy-tagline-3: SELECTION IS OPEN TO INDIAN NATIONALS FOR STUDY IN INDIA* bbox=[138, 1124, 366, 1141]
black-flag bbox=[162, 434, 198, 456]
table-header: ଦାବି ନୋଟିସ ତାରିଖ ଓ ବକେୟା ରାଶି bbox=[164, 934, 247, 955]
nios-benefit-label: ସୁବିଧା: bbox=[605, 1235, 623, 1243]
ad-science-college bbox=[474, 772, 718, 950]
bank-title: କର୍ପୋରେସନ ବ୍ୟାଙ୍କ bbox=[196, 845, 298, 859]
story2-bullet: ■ ଓକିଲଙ୍କ ଶୋଭାଯାତ୍ରା ବେଳେ ପୋଲିସ ସହ ଧସ୍ତାଧସ୍ତି bbox=[491, 395, 713, 408]
table-row bbox=[8, 976, 467, 997]
kvpy-test-note: APTITUDE TEST WILL BE HELD ON SUNDAY 4th NOVEMBER 2018 AT VARIOUS CENTRES ACROSS THE COUNTRY. bbox=[242, 1341, 465, 1359]
table-cell: 03 bbox=[10, 1370, 24, 1391]
